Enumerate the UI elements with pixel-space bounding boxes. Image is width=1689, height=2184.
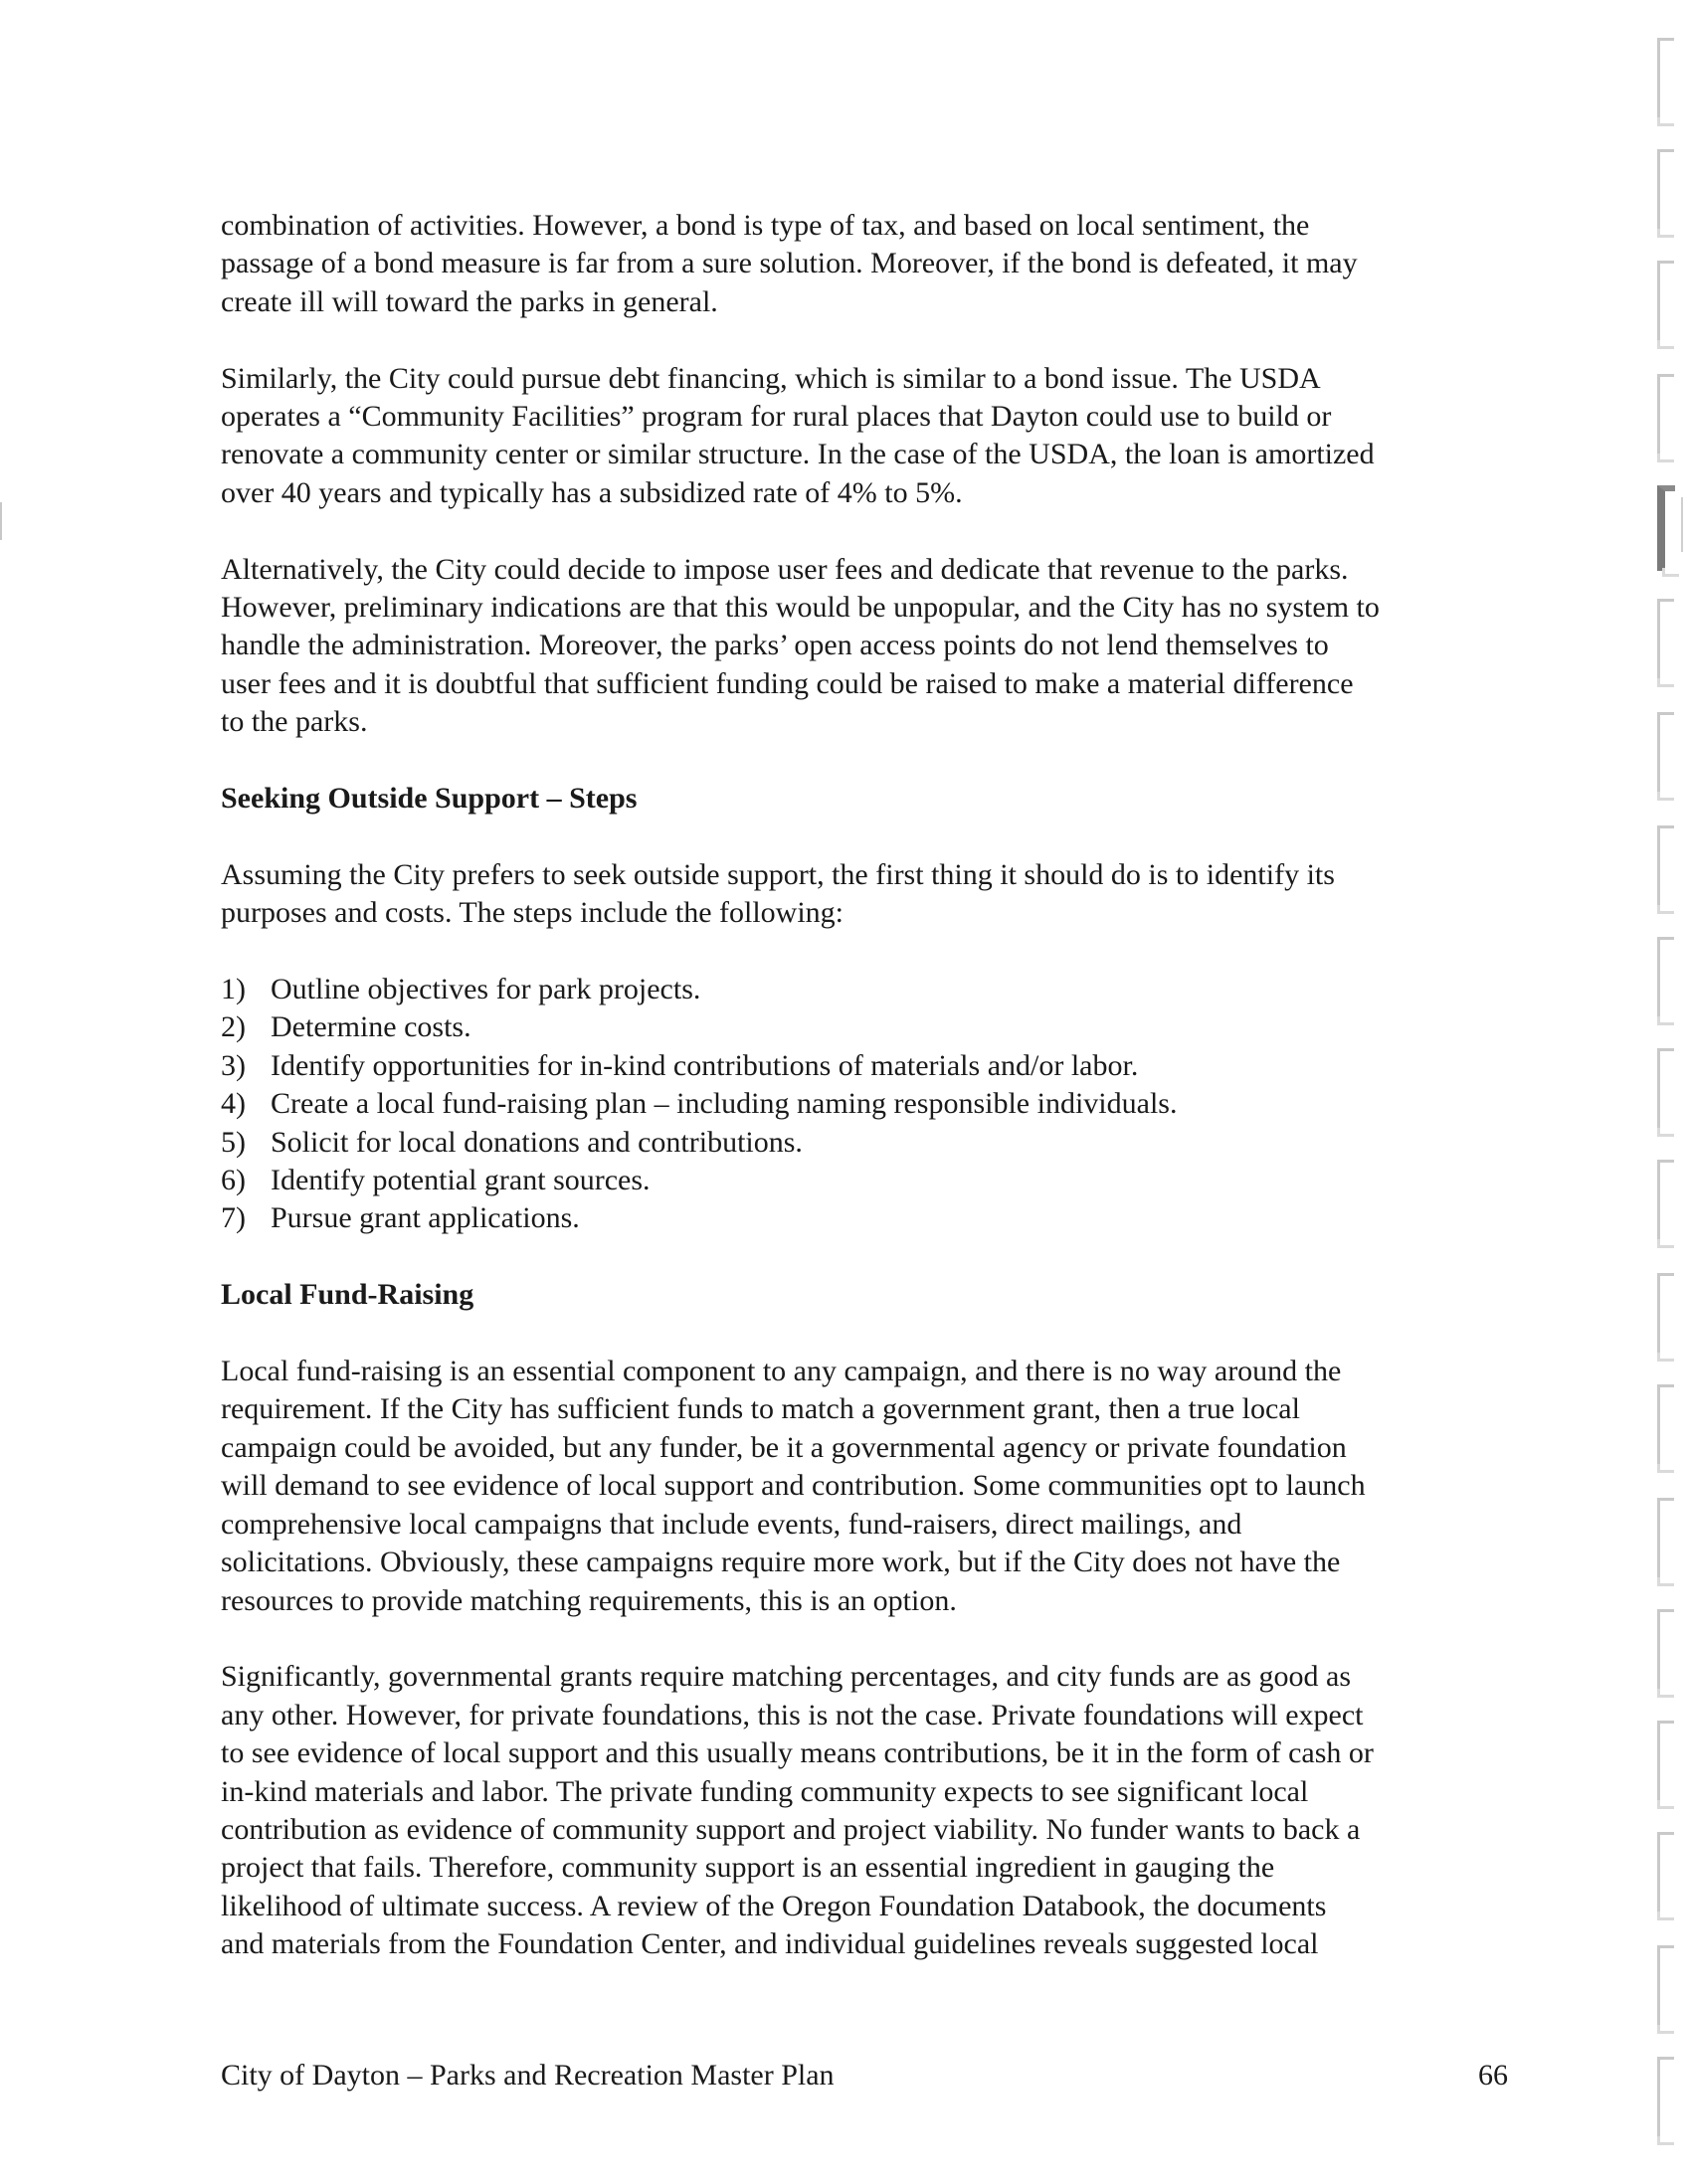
binder-tab [1657, 1273, 1674, 1356]
binder-tab [1657, 1721, 1674, 1803]
list-item [221, 1199, 1514, 1237]
page-footer [221, 2057, 1508, 2094]
binder-tab [1657, 149, 1674, 232]
binder-tab [1657, 1160, 1674, 1242]
page-number: 66 [1478, 2059, 1508, 2092]
binder-tab [1657, 599, 1674, 681]
step-text: Determine costs. [271, 1010, 471, 1044]
list-item [221, 1047, 1514, 1085]
paragraph-matching-grants: Significantly, governmental grants require matching percentages, and city funds are as good as any other. However, for private foundations, this is not the case. Private foundations will expect to see evidence of local support and this usually means contributions, be it in the form of cash or in-kind materials and labor. The private funding community expects to see significant local contribution as evidence of community support and project viability. No funder wants to back a project that fails. Therefore, community support is an essential ingredient in gauging the likelihood of ultimate success. A review of the Oregon Foundation Databook, the documents and materials from the Foundation Center, and individual guidelines reveals suggested local [221, 1660, 1374, 1961]
step-text: Identify opportunities for in-kind contributions of materials and/or labor. [271, 1048, 1139, 1082]
step-number: 4) [221, 1087, 246, 1121]
binder-tab [1657, 1832, 1674, 1914]
step-number: 7) [221, 1201, 246, 1235]
step-number: 3) [221, 1048, 246, 1082]
step-text: Outline objectives for park projects. [271, 973, 701, 1006]
scan-edge-mark [1681, 497, 1683, 552]
binder-tab [1657, 1945, 1674, 2028]
paragraph-debt-financing: Similarly, the City could pursue debt financing, which is similar to a bond issue. The USDA operates a “Community Facilities” program for rural places that Dayton could use to build or renovate a community center or similar structure. In the case of the USDA, the loan is amortized over 40 years and typically has a subsidized rate of 4% to 5%. [221, 361, 1375, 509]
paragraph-user-fees: Alternatively, the City could decide to impose user fees and dedicate that revenue to the parks. However, preliminary indications are that this would be unpopular, and the City has no system to handle the administration. Moreover, the parks’ open access points do not lend themselves to user fees and it is doubtful that sufficient funding could be raised to make a material difference to the parks. [221, 552, 1380, 739]
list-item [221, 1162, 1514, 1199]
footer-title: City of Dayton – Parks and Recreation Master Plan [221, 2059, 835, 2092]
binder-tab [1657, 38, 1674, 120]
step-text: Create a local fund-raising plan – including naming responsible individuals. [271, 1087, 1178, 1121]
step-number: 6) [221, 1164, 246, 1197]
step-text: Solicit for local donations and contributions. [271, 1125, 803, 1159]
step-text: Identify potential grant sources. [271, 1164, 651, 1197]
paragraph-local-fund-raising: Local fund-raising is an essential component to any campaign, and there is no way around the requirement. If the City has sufficient funds to match a government grant, then a true local campaign could be avoided, but any funder, be it a governmental agency or private foundation will demand to see evidence of local support and contribution. Some communities opt to launch comprehensive local campaigns that include events, fund-raisers, direct mailings, and solicitations. Obviously, these campaigns require more work, but if the City does not have the resources to provide matching requirements, this is an option. [221, 1355, 1366, 1617]
binder-tab [1657, 2057, 1674, 2139]
list-item [221, 1085, 1514, 1123]
binder-tab-highlighted [1657, 485, 1675, 571]
heading-local-fund-raising: Local Fund-Raising [221, 1278, 474, 1312]
step-number: 5) [221, 1125, 246, 1159]
binder-tab [1657, 825, 1674, 908]
paragraph-outside-support: Assuming the City prefers to seek outside support, the first thing it should do is to identify its purposes and costs. The steps include the following: [221, 857, 1335, 930]
binder-tab [1657, 261, 1674, 343]
list-item [221, 1008, 1514, 1046]
binder-tab [1657, 1048, 1674, 1131]
list-item [221, 1124, 1514, 1162]
binder-tab-strip [1609, 0, 1689, 2184]
binder-tab [1657, 1498, 1674, 1580]
list-item [221, 971, 1514, 1008]
scan-edge-mark [0, 502, 2, 540]
page-content [221, 207, 1514, 1964]
binder-tab [1657, 1609, 1674, 1692]
binder-tab [1657, 712, 1674, 795]
heading-seeking-outside-support: Seeking Outside Support – Steps [221, 782, 638, 816]
paragraph-bond: combination of activities. However, a bond is type of tax, and based on local sentiment, the passage of a bond measure is far from a sure solution. Moreover, if the bond is defeated, it may create ill will toward the parks in general. [221, 209, 1358, 318]
step-number: 1) [221, 973, 246, 1006]
step-text: Pursue grant applications. [271, 1201, 580, 1235]
binder-tab [1657, 1384, 1674, 1467]
steps-list [221, 971, 1514, 1238]
binder-tab [1657, 374, 1674, 456]
binder-tab [1657, 937, 1674, 1019]
step-number: 2) [221, 1010, 246, 1044]
